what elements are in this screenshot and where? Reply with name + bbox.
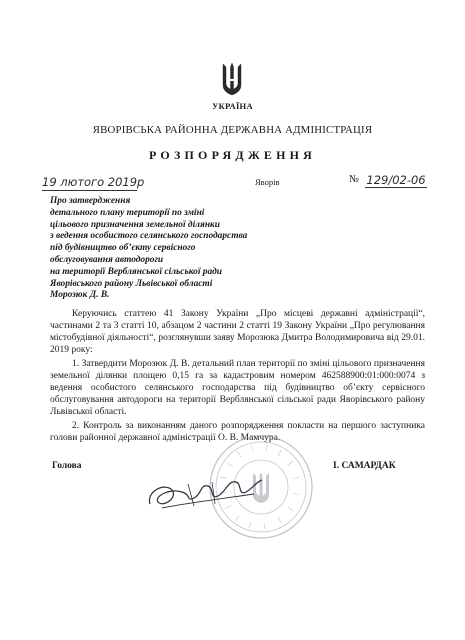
handwritten-signature xyxy=(142,470,267,515)
signatory-position: Голова xyxy=(52,461,82,471)
document-number: 129/02-06 xyxy=(366,173,426,187)
administration-title: ЯВОРІВСЬКА РАЙОННА ДЕРЖАВНА АДМІНІСТРАЦІЯ xyxy=(92,124,373,136)
document-date: 19 лютого 2019р xyxy=(42,175,145,189)
subject-line: на території Верблянської сільської ради xyxy=(50,266,223,277)
subject-line: детального плану території по зміні xyxy=(50,207,205,218)
subject-line: під будівництво об’єкту сервісного xyxy=(50,243,196,254)
subject-line: Морозюк Д. В. xyxy=(50,290,110,301)
subject-line: цільового призначення земельної ділянки xyxy=(50,219,220,230)
document-type-title: РОЗПОРЯДЖЕННЯ xyxy=(148,148,317,162)
body-paragraph: 2. Контроль за виконанням даного розпорядження покласти на першого заступника голови районної державної адміністрації О. В. Мамчура. xyxy=(50,421,425,443)
trident-emblem-icon xyxy=(220,61,244,97)
body-paragraph: 1. Затвердити Морозюк Д. В. детальний план території по зміні цільового призначення земельної ділянки площею 0,15 га за кадастровим номером 462588900:01:000:0074 з ведення особистого селянського господарства під будівництво об’єкту сервісного обслуговування автодороги на території Верблянської сільської ради Яворівського району Львівської області. xyxy=(50,359,425,417)
document-subject xyxy=(50,196,310,302)
subject-line: з ведення особистого селянського господарства xyxy=(50,231,248,242)
subject-line: Про затвердження xyxy=(50,196,131,206)
number-sign: № xyxy=(349,174,360,185)
body-paragraph: Керуючись статтею 41 Закону України „Про місцеві державні адміністрації“, частинами 2 та 3 статті 10, абзацом 2 частини 2 статті 19 Закону України „Про регулювання містобудівної діяльності“, розглянувши заяву Морозюка Дмитра Володимировича від 29.01. 2019 року: xyxy=(50,309,425,355)
signatory-name: І. САМАРДАК xyxy=(333,461,396,471)
document-body xyxy=(50,308,425,446)
subject-line: обслуговування автодороги xyxy=(50,254,164,265)
subject-line: Яворівського району Львівської області xyxy=(50,278,213,289)
country-title: УКРАЇНА xyxy=(212,101,253,111)
document-place: Яворів xyxy=(255,177,280,187)
